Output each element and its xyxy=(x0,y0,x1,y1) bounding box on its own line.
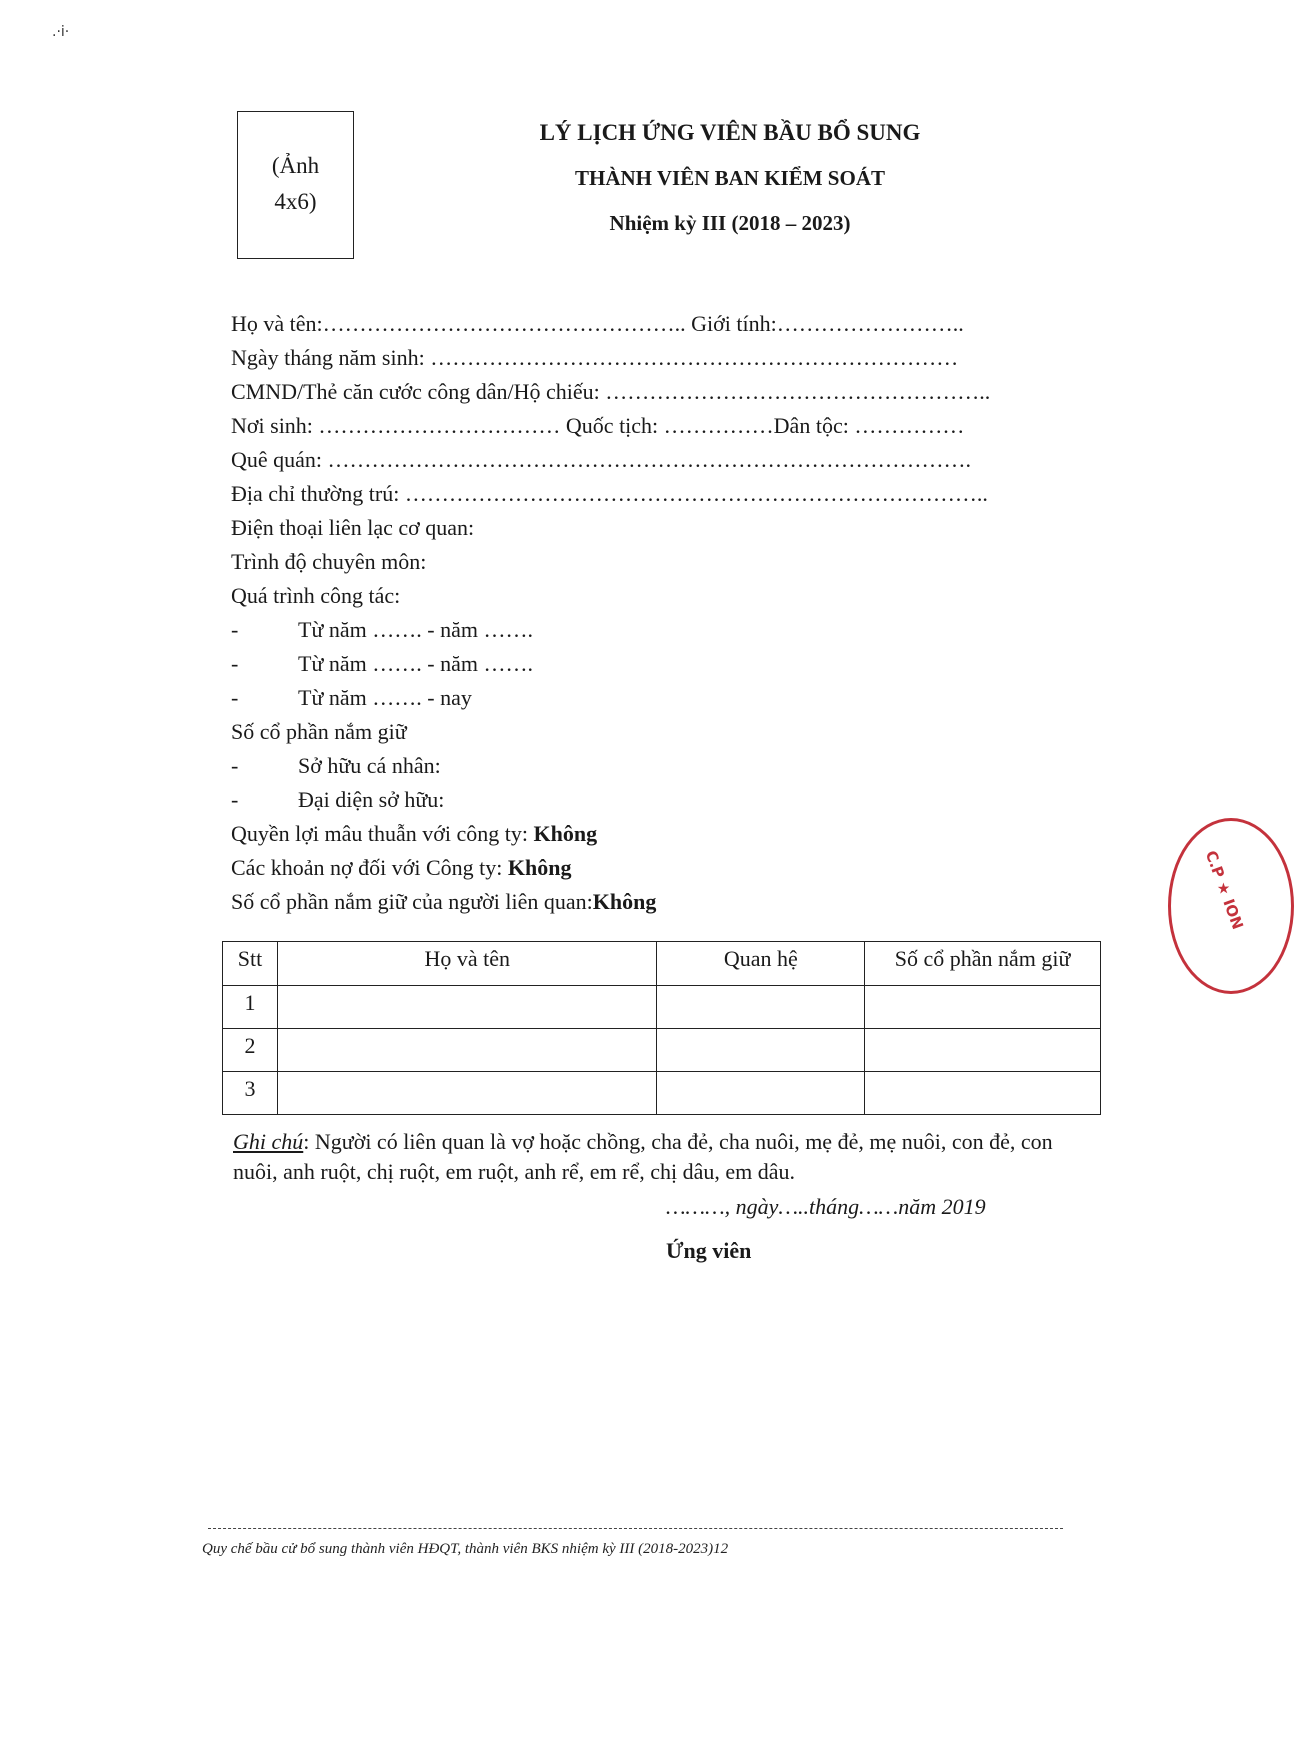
debt-label: Các khoản nợ đối với Công ty: xyxy=(231,855,508,880)
related-value: Không xyxy=(592,889,657,914)
work-item xyxy=(231,647,1061,681)
title-line1: LÝ LỊCH ỨNG VIÊN BẦU BỔ SUNG xyxy=(539,120,921,145)
cell-relation[interactable] xyxy=(657,1029,865,1072)
date-line: ………, ngày…..tháng……năm 2019 xyxy=(666,1194,986,1219)
bullet: - xyxy=(231,753,239,778)
candidate-fields xyxy=(231,307,1061,919)
photo-label-line2: 4x6) xyxy=(274,189,317,214)
cell-name[interactable] xyxy=(277,1071,657,1114)
note-text: : Người có liên quan là vợ hoặc chồng, cha đẻ, cha nuôi, mẹ đẻ, mẹ nuôi, con đẻ, con nuôi, anh ruột, chị ruột, em ruột, anh rể, em rể, chị dâu, em dâu. xyxy=(233,1129,1053,1184)
field-birthplace: Nơi sinh: …………………………… Quốc tịch: ……………Dân tộc: …………… xyxy=(231,413,965,438)
scan-artifact: .·i· xyxy=(52,24,70,40)
note-paragraph xyxy=(233,1127,1073,1187)
table-header-row xyxy=(223,942,1101,986)
field-qualification: Trình độ chuyên môn: xyxy=(231,549,427,574)
header-relation: Quan hệ xyxy=(657,942,865,986)
bullet: - xyxy=(231,787,239,812)
cell-name[interactable] xyxy=(277,1029,657,1072)
related-label: Số cổ phần nắm giữ của người liên quan: xyxy=(231,889,593,914)
header-name: Họ và tên xyxy=(277,942,657,986)
row-index: 1 xyxy=(223,986,278,1029)
debt-value: Không xyxy=(507,855,572,880)
conflict-label: Quyền lợi mâu thuẫn với công ty: xyxy=(231,821,534,846)
title-line2: THÀNH VIÊN BAN KIỂM SOÁT xyxy=(575,166,885,190)
field-shares: Số cổ phần nắm giữ xyxy=(231,719,407,744)
work-item-text: Từ năm ……. - năm ……. xyxy=(298,651,533,676)
company-stamp xyxy=(1168,818,1294,994)
table-row xyxy=(223,1029,1101,1072)
work-item-text: Từ năm ……. - nay xyxy=(298,685,472,710)
field-work-history: Quá trình công tác: xyxy=(231,583,401,608)
bullet: - xyxy=(231,617,239,642)
stamp-text: C.P ★ ION xyxy=(1201,848,1247,932)
table-row xyxy=(223,1071,1101,1114)
header-stt: Stt xyxy=(223,942,278,986)
footer-divider xyxy=(208,1528,1063,1529)
share-item xyxy=(231,783,1061,817)
signer-label: Ứng viên xyxy=(666,1238,752,1263)
cell-shares[interactable] xyxy=(865,1071,1101,1114)
cell-relation[interactable] xyxy=(657,986,865,1029)
title-line3: Nhiệm kỳ III (2018 – 2023) xyxy=(609,211,851,235)
work-item xyxy=(231,681,1061,715)
field-phone: Điện thoại liên lạc cơ quan: xyxy=(231,515,475,540)
cell-relation[interactable] xyxy=(657,1071,865,1114)
cell-shares[interactable] xyxy=(865,986,1101,1029)
footer-text: Quy chế bầu cử bổ sung thành viên HĐQT, thành viên BKS nhiệm kỳ III (2018-2023)12 xyxy=(202,1541,729,1557)
photo-label-line1: (Ảnh xyxy=(271,153,320,178)
row-index: 2 xyxy=(223,1029,278,1072)
field-dob: Ngày tháng năm sinh: ……………………………………………………………… xyxy=(231,345,959,370)
bullet: - xyxy=(231,685,239,710)
table-row xyxy=(223,986,1101,1029)
field-conflict xyxy=(231,817,1061,851)
share-item xyxy=(231,749,1061,783)
field-related-shares xyxy=(231,885,1061,919)
share-item-text: Sở hữu cá nhân: xyxy=(298,753,441,778)
field-name: Họ và tên:………………………………………….. Giới tính:…………………….. xyxy=(231,311,964,336)
field-hometown: Quê quán: ……………………………………………………………………………. xyxy=(231,447,972,472)
share-item-text: Đại diện sở hữu: xyxy=(298,787,445,812)
field-debt xyxy=(231,851,1061,885)
document-title xyxy=(520,120,940,236)
related-persons-table xyxy=(222,941,1101,1115)
bullet: - xyxy=(231,651,239,676)
row-index: 3 xyxy=(223,1071,278,1114)
work-item xyxy=(231,613,1061,647)
note-label: Ghi chú xyxy=(233,1129,304,1154)
conflict-value: Không xyxy=(533,821,598,846)
work-item-text: Từ năm ……. - năm ……. xyxy=(298,617,533,642)
cell-name[interactable] xyxy=(277,986,657,1029)
field-address: Địa chỉ thường trú: …………………………………………………………………….. xyxy=(231,481,988,506)
cell-shares[interactable] xyxy=(865,1029,1101,1072)
photo-placeholder xyxy=(237,111,354,259)
field-id: CMND/Thẻ căn cước công dân/Hộ chiếu: …………………………………………….. xyxy=(231,379,991,404)
header-shares: Số cổ phần nắm giữ xyxy=(865,942,1101,986)
